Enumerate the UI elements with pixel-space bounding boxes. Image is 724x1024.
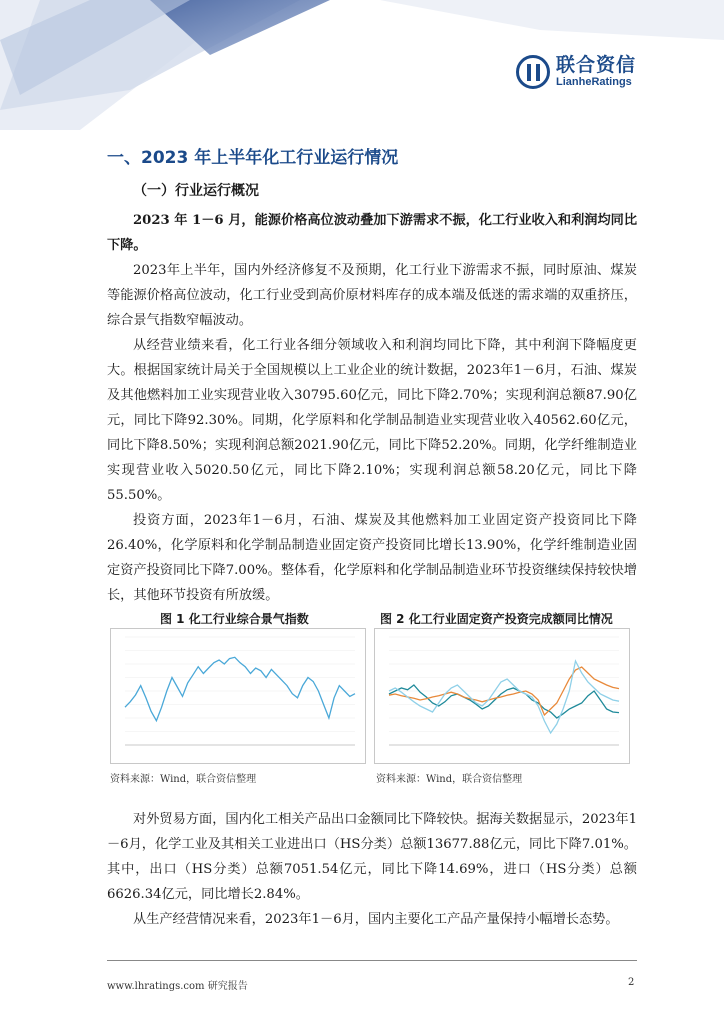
figure2-title: 图 2 化工行业固定资产投资完成额同比情况 xyxy=(380,612,613,626)
paragraph: 从生产经营情况来看，2023年1－6月，国内主要化工产品产量保持小幅增长态势。 xyxy=(133,912,619,927)
brand-name-cn: 联合资信 xyxy=(556,54,637,76)
figure2-source: 资料来源：Wind，联合资信整理 xyxy=(376,774,523,785)
series-line-1 xyxy=(125,657,355,720)
body-text-bottom xyxy=(107,807,637,932)
brand-mark-icon xyxy=(516,55,550,89)
subsection-title: （一）行业运行概况 xyxy=(133,183,259,199)
series-line-3 xyxy=(389,661,619,733)
footer-site: www.lhratings.com 研究报告 xyxy=(107,981,248,992)
paragraph: 从经营业绩来看，化工行业各细分领域收入和利润均同比下降，其中利润下降幅度更大。根据国家统计局关于全国规模以上工业企业的统计数据，2023年1－6月，石油、煤炭及其他燃料加工业实现营业收入30795.60亿元，同比下降2.70%；实现利润总额87.90亿元，同比下降92.30%。同期，化学原料和化学制品制造业实现营业收入40562.60亿元，同比下降8.50%；实现利润总额2021.90亿元，同比下降52.20%。同期，化学纤维制造业实现营业收入5020.50亿元，同比下降2.10%；实现利润总额58.20亿元，同比下降55.50%。 xyxy=(107,338,637,503)
figure2-chart xyxy=(374,628,630,764)
paragraph: 2023年上半年，国内外经济修复不及预期，化工行业下游需求不振，同时原油、煤炭等能源价格高位波动，化工行业受到高价原材料库存的成本端及低迷的需求端的双重挤压，综合景气指数窄幅波动。 xyxy=(107,263,637,328)
page-number: 2 xyxy=(628,977,635,988)
figure1-chart xyxy=(110,628,366,764)
paragraph: 投资方面，2023年1－6月，石油、煤炭及其他燃料加工业固定资产投资同比下降26.40%，化学原料和化学制品制造业固定资产投资同比增长13.90%，化学纤维制造业固定资产投资同比下降7.00%。整体看，化学原料和化学制品制造业环节投资继续保持较快增长，其他环节投资有所放缓。 xyxy=(107,513,637,603)
section-title: 一、2023 年上半年化工行业运行情况 xyxy=(107,148,399,168)
figure1-source: 资料来源：Wind，联合资信整理 xyxy=(110,774,257,785)
figure1-title: 图 1 化工行业综合景气指数 xyxy=(160,612,309,626)
brand-name-en: LianheRatings xyxy=(556,76,632,88)
body-text-top xyxy=(107,208,637,608)
series-line-1 xyxy=(389,685,619,718)
brand-logo xyxy=(516,54,636,89)
footer-divider xyxy=(107,960,637,961)
figure2-svg xyxy=(375,629,629,763)
paragraph: 对外贸易方面，国内化工相关产品出口金额同比下降较快。据海关数据显示，2023年1－6月，化学工业及其相关工业进出口（HS分类）总额13677.88亿元，同比下降7.01%。其中，出口（HS分类）总额7051.54亿元，同比下降14.69%，进口（HS分类）总额6626.34亿元，同比增长2.84%。 xyxy=(107,812,637,902)
figure1-svg xyxy=(111,629,365,763)
paragraph-lead: 2023 年 1－6 月，能源价格高位波动叠加下游需求不振，化工行业收入和利润均同比下降。 xyxy=(107,213,638,253)
